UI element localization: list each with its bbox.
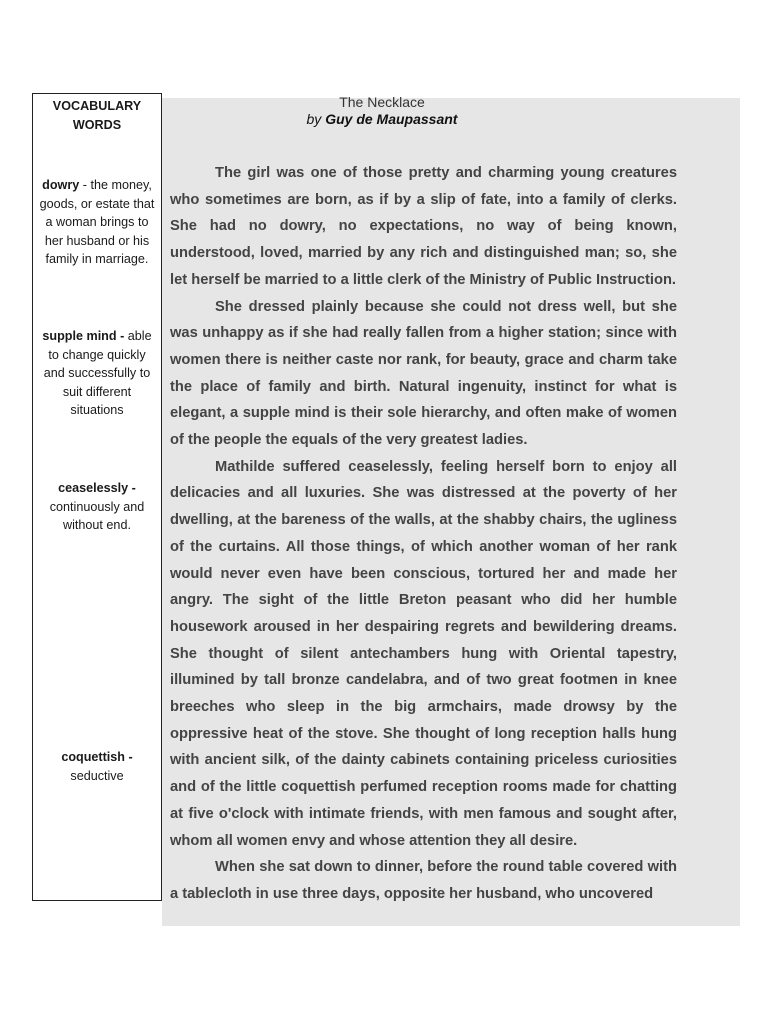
vocab-term: dowry <box>42 178 80 192</box>
vocab-definition: able to change quickly and successfully to suit different situations <box>43 329 152 418</box>
byline-prefix: by <box>306 111 322 127</box>
story-paragraph: The girl was one of those pretty and charming young creatures who sometimes are born, as if by a slip of fate, into a family of clerks. She had no dowry, no expectations, no way of being known, understood, loved, married by any rich and distinguished man; so, she let herself be married to a little clerk of the Ministry of Public Instruction. <box>170 165 677 288</box>
vocabulary-title: VOCABULARY WORDS <box>52 99 142 132</box>
vocab-term: supple mind <box>42 329 117 343</box>
vocab-definition: continuously and without end. <box>49 499 145 533</box>
story-paragraph: Mathilde suffered ceaselessly, feeling herself born to enjoy all delicacies and all luxuries. She was distressed at the poverty of her dwelling, at the bareness of the walls, at the shabby chairs, the ugliness of the curtains. All those things, of which another woman of her rank would never even have been conscious, tortured her and made her angry. The sight of the little Breton peasant who did her humble housework aroused in her despairing regrets and bewildering dreams. She thought of silent antechambers hung with Oriental tapestry, illumined by tall bronze candelabra, and of two great footmen in knee breeches who sleep in the big armchairs, made drowsy by the oppressive heat of the stove. She thought of long reception halls hung with ancient silk, of the dainty cabinets containing priceless curiosities and of the little coquettish perfumed reception rooms made for chatting at five o'clock with intimate friends, with men famous and sought after, whom all women envy and whose attention they all desire. <box>170 458 677 849</box>
vocabulary-sidebar <box>32 93 162 901</box>
vocab-entry-coquettish: coquettish - seductive <box>61 750 133 783</box>
vocab-definition: seductive <box>70 768 124 783</box>
story-title: The Necklace <box>339 94 425 110</box>
vocab-entry-supple-mind: supple mind - able to change quickly and successfully to suit different situations <box>42 329 152 418</box>
vocab-term: ceaselessly <box>58 481 129 495</box>
vocab-definition: the money, goods, or estate that a woman brings to her husband or his family in marriage. <box>39 178 155 267</box>
story-author: Guy de Maupassant <box>325 111 458 127</box>
vocab-entry-ceaselessly: ceaselessly - continuously and without end. <box>49 481 145 533</box>
story-paragraph: She dressed plainly because she could not dress well, but she was unhappy as if she had really fallen from a higher station; since with women there is neither caste nor rank, for beauty, grace and charm take the place of family and birth. Natural ingenuity, instinct for what is elegant, a supple mind is their sole hierarchy, and often make of women of the people the equals of the very greatest ladies. <box>170 298 677 449</box>
story-paragraph: When she sat down to dinner, before the round table covered with a tablecloth in use three days, opposite her husband, who uncovered <box>170 859 677 902</box>
story-byline <box>162 111 602 128</box>
vocab-term: coquettish <box>61 750 125 764</box>
vocab-entry-dowry: dowry - the money, goods, or estate that a woman brings to her husband or his family in marriage. <box>39 178 155 267</box>
story-body <box>170 160 677 908</box>
